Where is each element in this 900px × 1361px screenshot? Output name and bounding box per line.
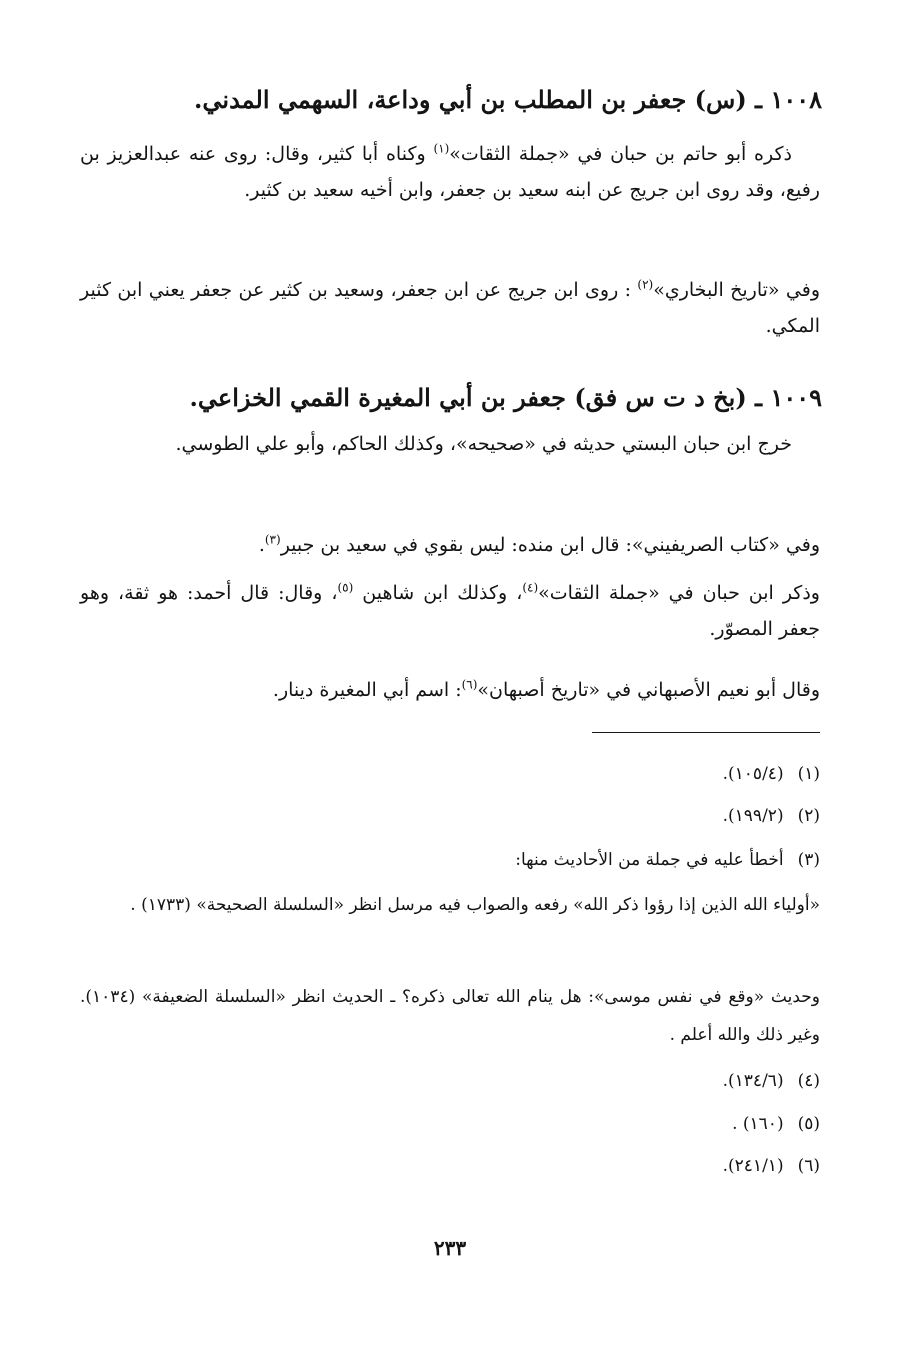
footnote-number: (٦) [797, 1156, 820, 1176]
footnote-3 [80, 842, 820, 878]
text-segment: : روى ابن جريج عن ابن جعفر، وسعيد بن كثير عن جعفر يعني ابن كثير المكي. [80, 279, 820, 337]
text-segment: . [258, 534, 265, 556]
footnote-ref-4[interactable]: (٤) [522, 580, 539, 595]
entry-1009-paragraph-4 [80, 672, 820, 708]
text-segment: وفي «تاريخ البخاري» [653, 279, 820, 301]
text-segment: وكناه أبا كثير، وقال: روى عنه عبدالعزيز بن رفيع، وقد روى ابن جريج عن ابنه سعيد بن جعفر، وابن أخيه سعيد بن كثير. [80, 143, 820, 201]
footnote-4 [80, 1063, 820, 1099]
entry-1009-paragraph-2 [80, 527, 820, 563]
footnote-text: (٢٤١/١). [722, 1156, 784, 1176]
footnote-number: (٣) [797, 850, 820, 870]
entry-1009-paragraph-1 [80, 426, 820, 462]
footnote-text: أخطأ عليه في جملة من الأحاديث منها: [515, 850, 784, 870]
text-segment: ، وقال: قال أحمد: هو ثقة، وهو جعفر المصوّر. [80, 582, 820, 640]
footnote-text: (١٠٥/٤). [722, 764, 784, 784]
footnote-ref-1[interactable]: (١) [433, 141, 450, 156]
entry-1008-paragraph-1 [80, 136, 820, 208]
footnote-separator [592, 732, 820, 733]
footnote-ref-5[interactable]: (٥) [337, 580, 354, 595]
footnote-text: (١٣٤/٦). [722, 1071, 784, 1091]
footnote-text: (١٩٩/٢). [722, 806, 784, 826]
footnote-number: (٢) [797, 806, 820, 826]
footnote-ref-6[interactable]: (٦) [461, 677, 478, 692]
footnote-3-hadith-1: «أولياء الله الذين إذا رؤوا ذكر الله» رفعه والصواب فيه مرسل انظر «السلسلة الصحيحة» (١٧٣٣) . [130, 895, 820, 915]
entry-1009-paragraph-3 [80, 575, 820, 647]
footnote-ref-2[interactable]: (٢) [637, 277, 654, 292]
footnote-number: (٤) [797, 1071, 820, 1091]
footnote-ref-3[interactable]: (٣) [264, 532, 281, 547]
text-segment: ذكره أبو حاتم بن حبان في «جملة الثقات» [449, 143, 793, 165]
entry-1008-paragraph-2 [80, 272, 820, 344]
page-number: ٢٣٣ [433, 1236, 467, 1260]
text-segment: وقال أبو نعيم الأصبهاني في «تاريخ أصبهان» [477, 679, 820, 701]
footnote-1 [80, 756, 820, 792]
text-segment: : اسم أبي المغيرة دينار. [272, 679, 462, 701]
text-segment: وفي «كتاب الصريفيني»: قال ابن منده: ليس بقوي في سعيد بن جبير [280, 534, 820, 556]
footnote-number: (٥) [797, 1114, 820, 1134]
footnote-3-hadith-2: وحديث «وقع في نفس موسى»: هل ينام الله تعالى ذكره؟ ـ الحديث انظر «السلسلة الضعيفة» (١٠٣٤). وغير ذلك والله أعلم . [80, 987, 820, 1045]
footnote-number: (١) [797, 764, 820, 784]
footnote-5 [80, 1106, 820, 1142]
footnote-text: (١٦٠) . [732, 1114, 784, 1134]
text-segment: خرج ابن حبان البستي حديثه في «صحيحه»، وكذلك الحاكم، وأبو علي الطوسي. [175, 433, 792, 455]
footnote-2 [80, 798, 820, 834]
footnote-6 [80, 1148, 820, 1184]
text-segment: ، وكذلك ابن شاهين [353, 582, 523, 604]
entry-heading-1008: ١٠٠٨ ـ (س) جعفر بن المطلب بن أبي وداعة، السهمي المدني. [194, 85, 822, 114]
text-segment: وذكر ابن حبان في «جملة الثقات» [538, 582, 820, 604]
entry-heading-1009: ١٠٠٩ ـ (بخ د ت س فق) جعفر بن أبي المغيرة القمي الخزاعي. [189, 383, 822, 412]
